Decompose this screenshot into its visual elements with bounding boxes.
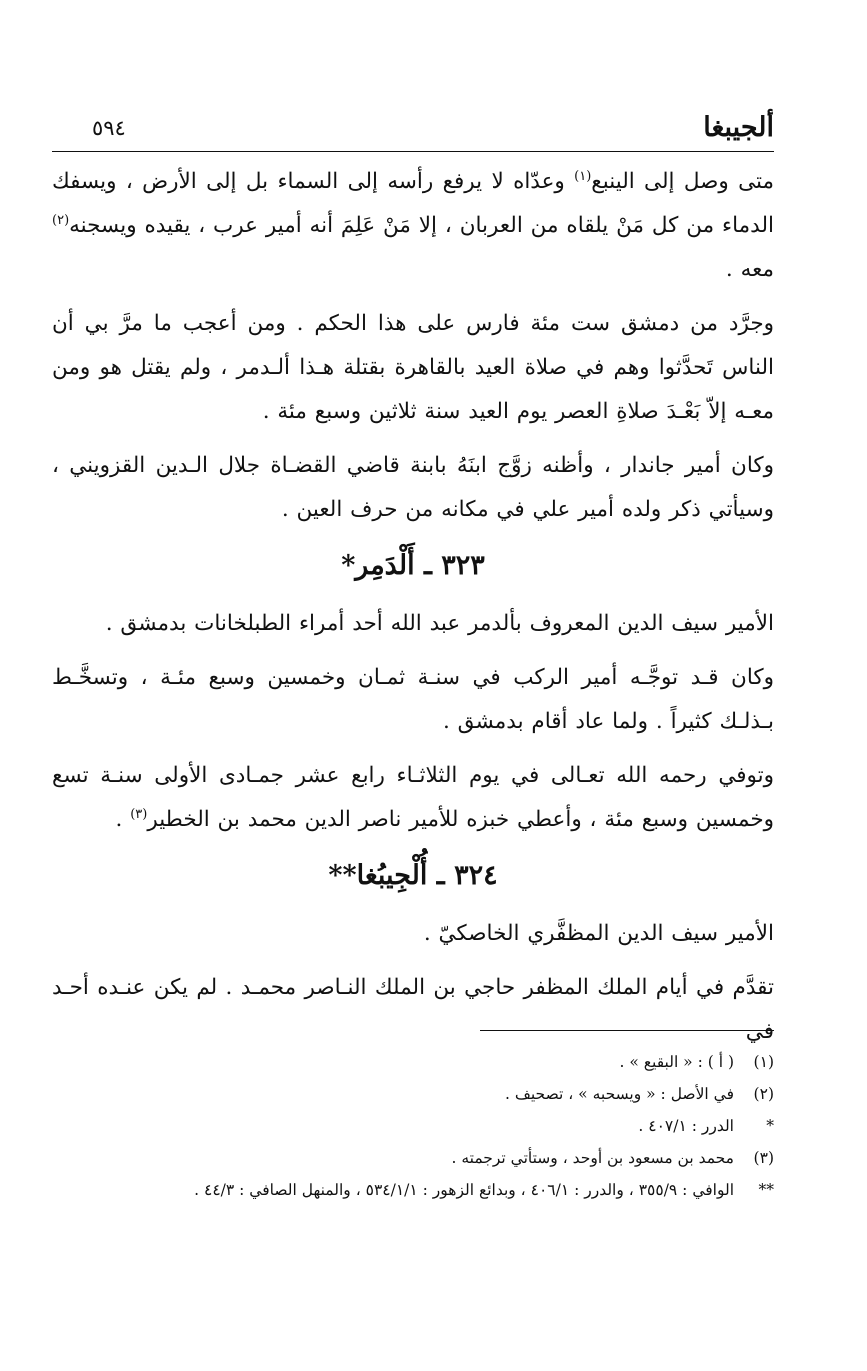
footnote-mark: (٣) <box>753 1149 774 1167</box>
paragraph-1-text-a: متى وصل إلى الينبع <box>591 169 774 194</box>
footnote-ref-3: (٣) <box>130 806 148 822</box>
footnote-text: الوافي : ٣٥٥/٩ ، والدرر : ٤٠٦/١ ، وبدائع الزهور : ٥٣٤/١/١ ، والمنهل الصافي : ٤٤/٣ . <box>194 1181 734 1199</box>
paragraph-1 <box>52 160 774 292</box>
footnote-mark: ** <box>758 1181 774 1199</box>
paragraph-8: تقدَّم في أيام الملك المظفر حاجي بن الملك النـاصر محمـد . لم يكن عنـده أحـد في <box>52 975 774 1044</box>
paragraph-6-text-b: . <box>115 807 131 832</box>
footnotes <box>52 1046 774 1206</box>
page-header <box>52 108 774 152</box>
paragraph-1-text-b: وعدّاه لا يرفع رأسه إلى السماء بل إلى الأرض ، ويسفك الدماء من كل مَنْ يلقاه من العربان ، إلا مَنْ عَلِمَ أنه أمير عرب ، يقيده ويسجنه <box>52 169 774 238</box>
entry-heading-324: ٣٢٤ ـ أُلْجِيبُغا** <box>328 860 498 891</box>
footnote <box>52 1142 774 1174</box>
footnote <box>52 1078 774 1110</box>
paragraph-6-text-a: وتوفي رحمه الله تعـالى في يوم الثلاثـاء رابع عشر جمـادى الأولى سنـة تسع وخمسين وسبع مئة ، وأعطي خبزه للأمير ناصر الدين محمد بن الخطير <box>52 763 774 832</box>
main-text <box>52 160 774 1064</box>
running-title: ألجيبغا <box>703 112 774 143</box>
entry-heading-323: ٣٢٣ ـ أَلْدَمِر* <box>341 550 485 581</box>
footnote-ref-1: (١) <box>574 168 592 184</box>
footnote-text: الدرر : ٤٠٧/١ . <box>638 1117 734 1135</box>
paragraph-5: وكان قـد توجَّـه أمير الركب في سنـة ثمـان وخمسين وسبع مئـة ، وتسخَّـط بـذلـك كثيراً . ولما عاد أقام بدمشق . <box>52 665 774 734</box>
footnote-text: محمد بن مسعود بن أوحد ، وستأتي ترجمته . <box>451 1149 734 1167</box>
paragraph-1-text-c: معه . <box>725 257 774 282</box>
paragraph-7: الأمير سيف الدين المظفَّري الخاصكيّ . <box>423 921 774 946</box>
footnote-rule <box>480 1030 774 1031</box>
paragraph-3: وكان أمير جاندار ، وأظنه زوَّج ابنَهُ بابنة قاضي القضـاة جلال الـدين القزويني ، وسيأتي ذكر ولده أمير علي في مكانه من حرف العين . <box>52 453 774 522</box>
footnote-ref-2: (٢) <box>52 212 70 228</box>
paragraph-4: الأمير سيف الدين المعروف بألدمر عبد الله أحد أمراء الطبلخانات بدمشق . <box>105 611 774 636</box>
footnote <box>52 1174 774 1206</box>
header-rule <box>52 151 774 152</box>
footnote-text: في الأصل : « ويسحبه » ، تصحيف . <box>504 1085 734 1103</box>
paragraph-2: وجرَّد من دمشق ست مئة فارس على هذا الحكم . ومن أعجب ما مرَّ بي أن الناس تَحدَّثوا وهم في صلاة العيد بالقاهرة بقتلة هـذا ألـدمر ، ولم يقتل هو ومن معـه إلاّ بَعْـدَ صلاةِ العصر يوم العيد سنة ثلاثين وسبع مئة . <box>52 311 774 424</box>
page-number: ٥٩٤ <box>92 116 126 140</box>
footnote <box>52 1046 774 1078</box>
footnote-text: ( أ ) : « البقيع » . <box>619 1053 734 1071</box>
footnote <box>52 1110 774 1142</box>
footnote-mark: (١) <box>753 1053 774 1071</box>
footnote-mark: (٢) <box>753 1085 774 1103</box>
footnote-mark: * <box>766 1117 774 1135</box>
paragraph-6 <box>52 754 774 842</box>
